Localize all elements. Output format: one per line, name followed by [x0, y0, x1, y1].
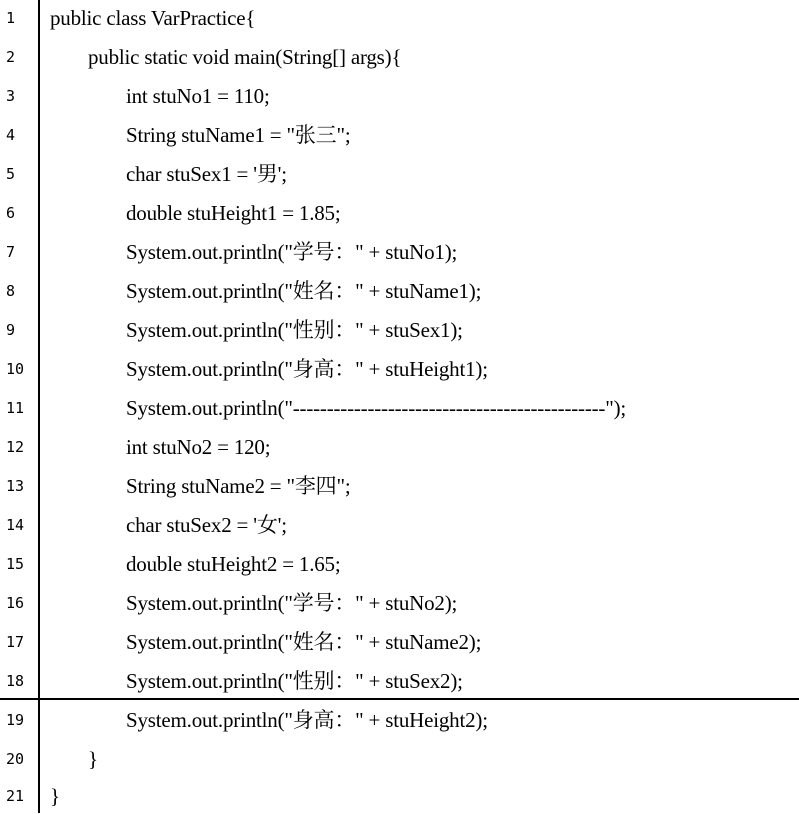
code-line-18	[0, 663, 799, 699]
code-text: System.out.println("学号：" + stuNo2);	[126, 591, 458, 615]
line-number: 4	[6, 126, 16, 144]
line-number: 5	[6, 165, 16, 183]
code-text: int stuNo1 = 110;	[126, 84, 270, 108]
line-number: 12	[6, 438, 25, 456]
line-number: 18	[6, 672, 25, 690]
code-line-10	[0, 351, 799, 387]
line-number: 17	[6, 633, 25, 651]
code-text: double stuHeight2 = 1.65;	[126, 552, 341, 576]
code-line-8	[0, 273, 799, 309]
code-line-2	[0, 39, 799, 75]
code-line-16	[0, 585, 799, 621]
code-line-19	[0, 702, 799, 738]
line-number: 7	[6, 243, 16, 261]
code-text: double stuHeight1 = 1.85;	[126, 201, 341, 225]
code-line-11	[0, 390, 799, 426]
line-number: 1	[6, 9, 16, 27]
code-text: public class VarPractice{	[50, 6, 256, 30]
code-text: }	[50, 784, 60, 808]
line-number: 15	[6, 555, 25, 573]
code-line-5	[0, 156, 799, 192]
code-line-3	[0, 78, 799, 114]
code-text: System.out.println("性别：" + stuSex2);	[126, 669, 463, 693]
code-text: System.out.println("性别：" + stuSex1);	[126, 318, 463, 342]
code-line-12	[0, 429, 799, 465]
line-number: 6	[6, 204, 16, 222]
code-line-1	[0, 0, 799, 36]
code-text: System.out.println("姓名：" + stuName2);	[126, 630, 482, 654]
code-text: System.out.println("身高：" + stuHeight2);	[126, 708, 488, 732]
line-number: 3	[6, 87, 16, 105]
line-number: 19	[6, 711, 25, 729]
code-line-20	[0, 741, 799, 777]
code-text: char stuSex1 = '男';	[126, 162, 287, 186]
line-number: 13	[6, 477, 25, 495]
code-text: int stuNo2 = 120;	[126, 435, 271, 459]
code-text: }	[88, 747, 98, 771]
code-line-14	[0, 507, 799, 543]
code-line-13	[0, 468, 799, 504]
line-number: 11	[6, 399, 25, 417]
code-text: String stuName1 = "张三";	[126, 123, 351, 147]
line-number: 20	[6, 750, 25, 768]
line-number: 10	[6, 360, 25, 378]
code-text: System.out.println("----------------------------------------------");	[126, 396, 627, 420]
code-line-17	[0, 624, 799, 660]
code-text: public static void main(String[] args){	[88, 45, 402, 69]
code-line-4	[0, 117, 799, 153]
line-number: 2	[6, 48, 16, 66]
code-text: char stuSex2 = '女';	[126, 513, 287, 537]
code-text: System.out.println("姓名：" + stuName1);	[126, 279, 482, 303]
code-text: System.out.println("身高：" + stuHeight1);	[126, 357, 488, 381]
line-number: 21	[6, 787, 25, 805]
line-number: 14	[6, 516, 25, 534]
line-number: 16	[6, 594, 25, 612]
line-number: 9	[6, 321, 16, 339]
line-number: 8	[6, 282, 16, 300]
code-line-15	[0, 546, 799, 582]
code-line-6	[0, 195, 799, 231]
code-line-9	[0, 312, 799, 348]
code-line-7	[0, 234, 799, 270]
code-line-21	[0, 778, 799, 814]
code-text: String stuName2 = "李四";	[126, 474, 351, 498]
code-text: System.out.println("学号：" + stuNo1);	[126, 240, 458, 264]
